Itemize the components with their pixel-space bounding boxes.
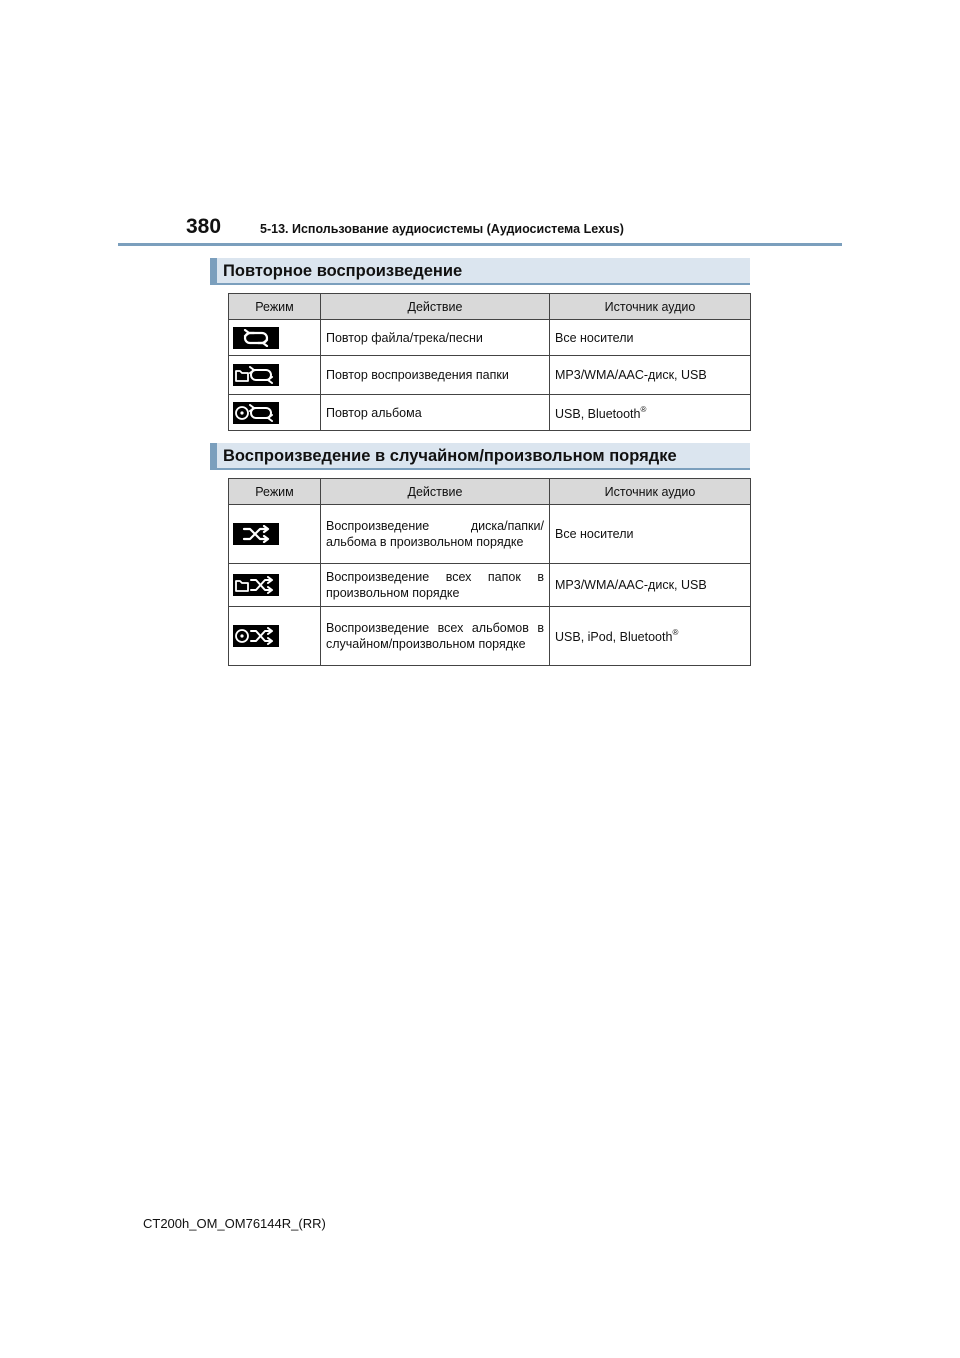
column-header-source: Источник аудио [550, 479, 751, 505]
table-row [229, 564, 751, 607]
mode-cell [229, 505, 321, 564]
table-header-row [229, 294, 751, 320]
column-header-action: Действие [321, 479, 550, 505]
repeat-album-icon [233, 402, 279, 424]
registered-mark: ® [672, 628, 679, 637]
registered-mark: ® [640, 404, 647, 414]
source-cell [550, 607, 751, 666]
chapter-title: 5-13. Использование аудиосистемы (Аудиосистема Lexus) [260, 222, 624, 236]
mode-cell [229, 320, 321, 356]
repeat-folder-icon [233, 364, 279, 386]
table-row [229, 505, 751, 564]
action-cell: Воспроизведение всех альбомов в случайном/произвольном порядке [321, 607, 550, 666]
header-rule [118, 243, 842, 246]
table-row [229, 320, 751, 356]
source-cell [550, 395, 751, 431]
mode-cell [229, 564, 321, 607]
source-text: USB, iPod, Bluetooth [555, 630, 673, 644]
repeat-track-icon [233, 327, 279, 349]
mode-cell [229, 356, 321, 395]
source-cell: MP3/WMA/AAC-диск, USB [550, 564, 751, 607]
action-cell: Повтор альбома [321, 395, 550, 431]
action-cell: Повтор воспроизведения папки [321, 356, 550, 395]
page-number: 380 [186, 215, 222, 238]
mode-cell [229, 395, 321, 431]
repeat-table [228, 293, 751, 431]
table-header-row [229, 479, 751, 505]
mode-cell [229, 607, 321, 666]
shuffle-folder-icon [233, 574, 279, 596]
repeat-section-heading: Повторное воспроизведение [210, 258, 750, 285]
action-cell: Воспроизведение диска/папки/ альбома в произвольном порядке [321, 505, 550, 564]
action-cell: Повтор файла/трека/песни [321, 320, 550, 356]
action-cell: Воспроизведение всех папок в произвольном порядке [321, 564, 550, 607]
random-section-heading: Воспроизведение в случайном/произвольном порядке [210, 443, 750, 470]
document-code: CT200h_OM_OM76144R_(RR) [143, 1216, 326, 1231]
table-row [229, 395, 751, 431]
column-header-source: Источник аудио [550, 294, 751, 320]
column-header-mode: Режим [229, 479, 321, 505]
source-cell: Все носители [550, 505, 751, 564]
column-header-action: Действие [321, 294, 550, 320]
source-text: USB, Bluetooth [555, 406, 641, 421]
table-row [229, 607, 751, 666]
shuffle-album-icon [233, 625, 279, 647]
source-cell: Все носители [550, 320, 751, 356]
source-cell: MP3/WMA/AAC-диск, USB [550, 356, 751, 395]
table-row [229, 356, 751, 395]
shuffle-disc-icon [233, 523, 279, 545]
column-header-mode: Режим [229, 294, 321, 320]
random-table [228, 478, 751, 666]
